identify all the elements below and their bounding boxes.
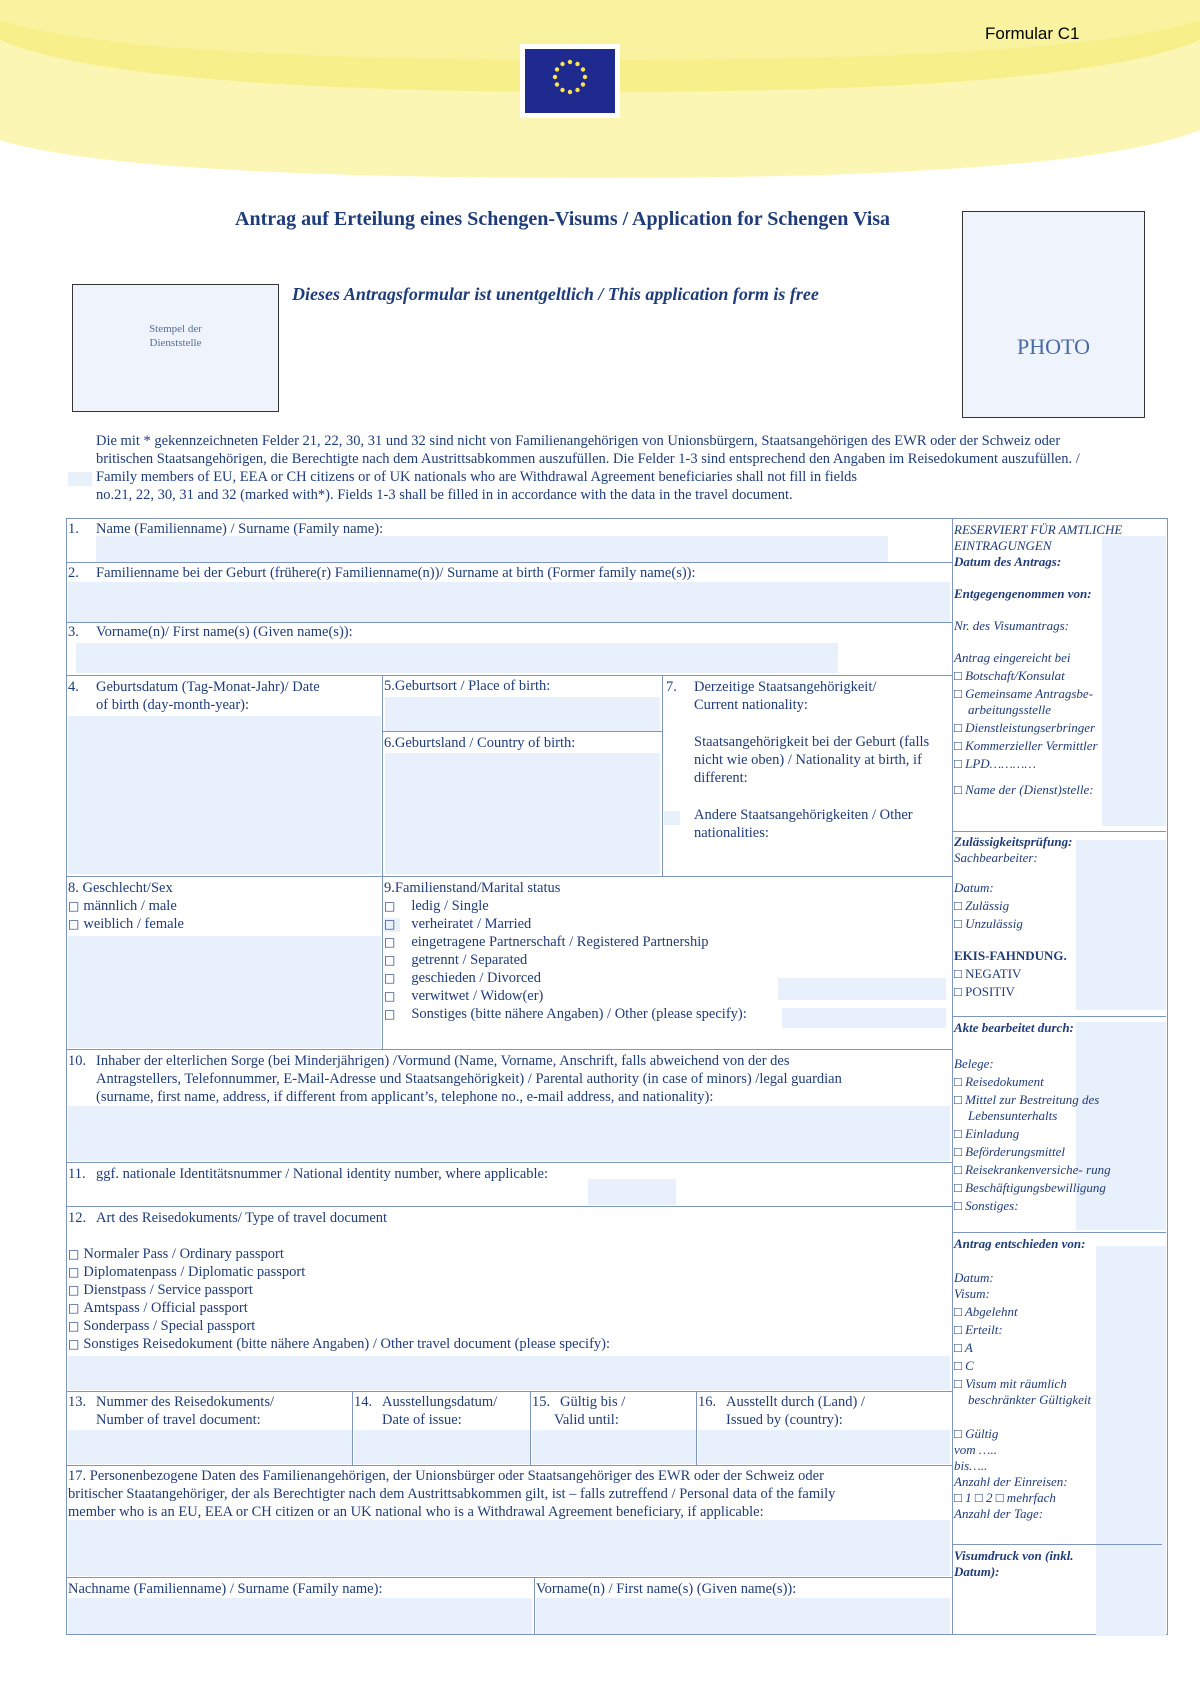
field-1-text: Name (Familienname) / Surname (Family name):	[96, 521, 384, 537]
field-17-firstname-label: Vorname(n) / First name(s) (Given name(s)):	[536, 1581, 797, 1597]
field-16-num: 16.	[698, 1394, 717, 1410]
marital-option-label: Sonstiges (bitte nähere Angaben) / Other (please specify):	[411, 1006, 747, 1022]
field-11-label	[68, 1165, 548, 1183]
field-3-text: Vorname(n)/ First name(s) (Given name(s)):	[96, 624, 353, 640]
sidebar-label: Anzahl der Tage:	[954, 1506, 1044, 1521]
form-id: Formular C1	[985, 24, 1080, 43]
field-13-l1: Nummer des Reisedokuments/	[96, 1394, 275, 1410]
sidebar-label: Zulässigkeitsprüfung:	[954, 834, 1073, 849]
field-11-num: 11.	[68, 1166, 86, 1182]
checkbox-icon: □	[68, 1337, 80, 1351]
rule-13-17	[66, 1465, 952, 1466]
sidebar-label: vom …..	[954, 1442, 997, 1457]
rule-8-10	[66, 1049, 952, 1050]
field-13-num: 13.	[68, 1394, 87, 1410]
field-9-other-input-1[interactable]	[778, 978, 946, 1000]
doc-option[interactable]	[68, 1245, 610, 1263]
sidebar-label: Datum:	[954, 1270, 994, 1285]
col-5-7	[662, 675, 663, 876]
sidebar-heading-1: RESERVIERT FÜR AMTLICHE	[954, 522, 1123, 537]
sex-option-female[interactable]	[68, 915, 184, 933]
field-17-l3: member who is an EU, EEA or CH citizen or an UK national who is a Withdrawal Agreement beneficiary, if applicable:	[68, 1504, 764, 1520]
field-10-l1: Inhaber der elterlichen Sorge (bei Minderjährigen) /Vormund (Name, Vorname, Anschrift, falls abweichend von der des	[96, 1053, 790, 1069]
sidebar-heading-2: EINTRAGUNGEN	[954, 538, 1052, 553]
field-14-l1: Ausstellungsdatum/	[382, 1394, 498, 1410]
field-17-firstname-input[interactable]	[536, 1598, 950, 1634]
doc-option[interactable]	[68, 1263, 610, 1281]
intro-text	[96, 432, 1196, 504]
field-7-l5: different:	[694, 770, 748, 786]
field-9-label	[384, 879, 747, 1023]
field-15-num: 15.	[532, 1394, 551, 1410]
field-9-other-input-2[interactable]	[782, 1008, 946, 1028]
field-3-input[interactable]	[76, 643, 838, 673]
sidebar-label: Sachbearbeiter:	[954, 850, 1038, 865]
field-12-text: Art des Reisedokuments/ Type of travel document	[96, 1210, 388, 1226]
sidebar-checkbox[interactable]: □ Kommerzieller Vermittler	[954, 738, 1098, 753]
field-5-label: 5.Geburtsort / Place of birth:	[384, 678, 551, 694]
page-subtitle: Dieses Antragsformular ist unentgeltlich / This application form is free	[292, 284, 819, 304]
doc-option-label: Diplomatenpass / Diplomatic passport	[83, 1264, 306, 1280]
marital-option[interactable]	[384, 897, 747, 915]
checkbox-icon: □	[384, 935, 396, 949]
sidebar-official-use	[954, 522, 1164, 798]
marital-option-label: ledig / Single	[411, 898, 489, 914]
checkbox-icon: □	[68, 899, 80, 913]
sidebar-checkbox[interactable]: □ Unzulässig	[954, 916, 1023, 931]
checkbox-icon: □	[384, 953, 396, 967]
sidebar-checkbox[interactable]: □ Sonstiges:	[954, 1198, 1019, 1213]
sex-option-male-label: männlich / male	[83, 898, 177, 914]
field-7-l6: Andere Staatsangehörigkeiten / Other	[694, 807, 913, 823]
sidebar-label: EKIS-FAHNDUNG.	[954, 948, 1067, 963]
sidebar-checkbox[interactable]: □ Reisedokument	[954, 1074, 1044, 1089]
sidebar-checkbox[interactable]: □ Visum mit räumlich	[954, 1376, 1067, 1391]
doc-option-label: Sonderpass / Special passport	[83, 1318, 256, 1334]
stamp-box	[72, 284, 279, 412]
sidebar-rule-1	[952, 831, 1166, 832]
field-10-l2: Antragstellers, Telefonnummer, E-Mail-Adresse und Staatsangehörigkeit) / Parental authority (in case of minors) /legal guardian	[96, 1071, 842, 1087]
sidebar-checkbox[interactable]: □ 1 □ 2 □ mehrfach	[954, 1490, 1056, 1505]
intro-line-3: Family members of EU, EEA or CH citizens or of UK nationals who are Withdrawal Agreement beneficiaries shall not fill in fields	[96, 469, 858, 485]
field-7-label	[666, 678, 950, 842]
doc-option[interactable]	[68, 1317, 610, 1335]
field-11-text: ggf. nationale Identitätsnummer / National identity number, where applicable:	[96, 1166, 548, 1182]
field-7-l7: nationalities:	[694, 825, 769, 841]
field-2-label	[68, 564, 696, 582]
field-2-input[interactable]	[68, 582, 950, 622]
sidebar-label: Datum):	[954, 1564, 1000, 1579]
field-16-l2: Issued by (country):	[726, 1412, 843, 1428]
field-13-l2: Number of travel document:	[96, 1412, 261, 1428]
field-4-num: 4.	[68, 679, 79, 695]
field-14-label	[354, 1393, 497, 1429]
sidebar-checkbox[interactable]: □ Mittel zur Bestreitung des	[954, 1092, 1100, 1107]
field-15-input[interactable]	[532, 1430, 696, 1464]
sidebar-label: Nr. des Visumantrags:	[954, 618, 1069, 633]
sidebar-checkbox[interactable]: □ Abgelehnt	[954, 1304, 1018, 1319]
checkbox-icon: □	[68, 1301, 80, 1315]
field-4-text-2: of birth (day-month-year):	[96, 697, 250, 713]
checkbox-icon: □	[384, 917, 396, 931]
col-14-15	[530, 1391, 531, 1465]
sidebar-checkbox[interactable]: □ Dienstleistungserbringer	[954, 720, 1096, 735]
photo-box[interactable]	[962, 211, 1145, 418]
field-10-input[interactable]	[68, 1106, 950, 1161]
sidebar-label: Akte bearbeitet durch:	[954, 1020, 1074, 1035]
marital-option[interactable]	[384, 987, 747, 1005]
checkbox-icon: □	[68, 1247, 80, 1261]
sidebar-divider	[952, 518, 953, 1635]
sidebar-checkbox[interactable]: □ Gültig	[954, 1426, 999, 1441]
sidebar-visa-print	[954, 1548, 1164, 1580]
checkbox-icon: □	[68, 1265, 80, 1279]
field-10-num: 10.	[68, 1053, 87, 1069]
sidebar-label: Datum:	[954, 880, 994, 895]
sidebar-label: bis…..	[954, 1458, 988, 1473]
sex-option-female-label: weiblich / female	[83, 916, 184, 932]
field-13-label	[68, 1393, 274, 1429]
sidebar-checkbox[interactable]: □ Gemeinsame Antragsbe-	[954, 686, 1094, 701]
rule-17-sub	[66, 1577, 952, 1578]
field-16-l1: Ausstellt durch (Land) /	[726, 1394, 865, 1410]
sidebar-label: Anzahl der Einreisen:	[954, 1474, 1068, 1489]
col-13-14	[352, 1391, 353, 1465]
field-17-surname-label: Nachname (Familienname) / Surname (Family name):	[68, 1581, 383, 1597]
marital-option[interactable]	[384, 969, 747, 987]
field-3-num: 3.	[68, 624, 79, 640]
field-6-input[interactable]	[385, 753, 660, 874]
sidebar-checkbox[interactable]: □ Name der (Dienst)stelle:	[954, 782, 1094, 797]
eu-flag	[520, 44, 620, 118]
rule-11-12	[66, 1206, 952, 1207]
intro-line-1: Die mit * gekennzeichneten Felder 21, 22, 30, 31 und 32 sind nicht von Familienangehörigen von Unionsbürgern, Staatsangehörigen des EWR oder der Schweiz oder	[96, 433, 1061, 449]
sidebar-rule-2	[952, 1016, 1166, 1017]
field-12-num: 12.	[68, 1210, 87, 1226]
sidebar-label: Datum des Antrags:	[954, 554, 1062, 569]
sidebar-checkbox[interactable]: □ Beförderungsmittel	[954, 1144, 1065, 1159]
doc-option-label: Amtspass / Official passport	[83, 1300, 248, 1316]
field-14-l2: Date of issue:	[382, 1412, 462, 1428]
doc-option[interactable]	[68, 1281, 610, 1299]
doc-option-label: Sonstiges Reisedokument (bitte nähere Angaben) / Other travel document (please specify):	[83, 1336, 611, 1352]
field-15-l1: Gültig bis /	[560, 1394, 626, 1410]
field-7-l1: Derzeitige Staatsangehörigkeit/	[694, 679, 877, 695]
field-6-label: 6.Geburtsland / Country of birth:	[384, 735, 576, 751]
rule-5-6	[382, 731, 662, 732]
field-15-label	[532, 1393, 625, 1429]
field-1-label	[68, 520, 383, 538]
field-17-l1: 17. Personenbezogene Daten des Familienangehörigen, der Unionsbürger oder Staatsangehöriger des EWR oder der Schweiz oder	[68, 1468, 824, 1484]
field-4-text-1: Geburtsdatum (Tag-Monat-Jahr)/ Date	[96, 679, 320, 695]
marital-option-label: eingetragene Partnerschaft / Registered Partnership	[411, 934, 709, 950]
field-2-num: 2.	[68, 565, 79, 581]
sidebar-checkbox[interactable]: □ Einladung	[954, 1126, 1020, 1141]
sidebar-checkbox[interactable]: □ NEGATIV	[954, 966, 1022, 981]
checkbox-icon: □	[384, 899, 396, 913]
sidebar-label: Belege:	[954, 1056, 994, 1071]
marital-option[interactable]	[384, 933, 747, 951]
eu-flag-icon	[520, 44, 620, 118]
sidebar-checkbox[interactable]: □ Reisekrankenversiche- rung	[954, 1162, 1111, 1177]
photo-label: PHOTO	[1017, 334, 1090, 359]
rule-4-8	[66, 876, 952, 877]
sidebar-checkbox[interactable]: □ C	[954, 1358, 974, 1373]
sidebar-checkbox[interactable]: □ LPD…………	[954, 756, 1036, 771]
marital-option[interactable]	[384, 951, 747, 969]
checkbox-icon: □	[384, 971, 396, 985]
marital-option-label: geschieden / Divorced	[411, 970, 541, 986]
stamp-label-2: Dienststelle	[149, 337, 202, 349]
doc-option-label: Dienstpass / Service passport	[83, 1282, 253, 1298]
col-15-16	[696, 1391, 697, 1465]
page-title: Antrag auf Erteilung eines Schengen-Visums / Application for Schengen Visa	[235, 208, 891, 230]
field-1-num: 1.	[68, 521, 79, 537]
rule-3-4	[66, 675, 952, 676]
intro-line-4: no.21, 22, 30, 31 and 32 (marked with*). Fields 1-3 shall be filled in in accordance with the data in the travel document.	[96, 487, 793, 503]
sidebar-label: Visumdruck von (inkl.	[954, 1548, 1074, 1563]
checkbox-icon: □	[384, 989, 396, 1003]
sidebar-decision	[954, 1236, 1164, 1522]
rule-10-11	[66, 1162, 952, 1163]
marital-option[interactable]	[384, 1005, 747, 1023]
field-17-l2: britischer Staatangehöriger, der als Berechtigter nach dem Austrittsabkommen gilt, ist – falls zutreffend / Personal data of the family	[68, 1486, 836, 1502]
sidebar-admissibility	[954, 834, 1164, 1000]
field-10-label	[68, 1052, 948, 1106]
field-8-text: 8. Geschlecht/Sex	[68, 880, 173, 896]
sex-option-male[interactable]	[68, 897, 184, 915]
sidebar-checkbox[interactable]: □ POSITIV	[954, 984, 1015, 999]
sidebar-checkbox[interactable]: □ Botschaft/Konsulat	[954, 668, 1065, 683]
sidebar-checkbox[interactable]: □ Zulässig	[954, 898, 1010, 913]
sidebar-label: beschränkter Gültigkeit	[968, 1392, 1092, 1407]
field-7-l3: Staatsangehörigkeit bei der Geburt (falls	[694, 734, 930, 750]
field-13-input[interactable]	[68, 1430, 352, 1464]
sidebar-label: Entgegengenommen von:	[954, 586, 1092, 601]
sidebar-checkbox[interactable]: □ Beschäftigungsbewilligung	[954, 1180, 1106, 1195]
field-11-input[interactable]	[588, 1179, 676, 1205]
doc-option[interactable]	[68, 1299, 610, 1317]
sidebar-label: Visum:	[954, 1286, 990, 1301]
rule-1-2	[66, 562, 952, 563]
sidebar-label: Lebensunterhalts	[968, 1108, 1058, 1123]
field-14-num: 14.	[354, 1394, 373, 1410]
field-2-text: Familienname bei der Geburt (frühere(r) Familienname(n))/ Surname at birth (Former family name(s)):	[96, 565, 696, 581]
sidebar-label: Antrag eingereicht bei	[954, 650, 1071, 665]
doc-option[interactable]	[68, 1335, 610, 1353]
field-3-label	[68, 623, 353, 641]
field-4-label	[68, 678, 380, 714]
field-14-input[interactable]	[354, 1430, 530, 1464]
checkbox-icon: □	[68, 1319, 80, 1333]
field-4-input[interactable]	[68, 716, 381, 874]
field-10-l3: (surname, first name, address, if different from applicant’s, telephone no., e-mail address, and nationality):	[96, 1089, 714, 1105]
field-17-label	[68, 1467, 948, 1521]
field-7-l2: Current nationality:	[694, 697, 808, 713]
field-16-input[interactable]	[698, 1430, 950, 1464]
sidebar-checkbox[interactable]: □ A	[954, 1340, 973, 1355]
sidebar-processing	[954, 1020, 1164, 1214]
field-1-input[interactable]	[96, 536, 888, 562]
checkbox-icon: □	[68, 1283, 80, 1297]
doc-option-label: Normaler Pass / Ordinary passport	[83, 1246, 284, 1262]
field-7-num: 7.	[666, 679, 677, 695]
checkbox-icon: □	[68, 917, 80, 931]
field-16-label	[698, 1393, 865, 1429]
field-5-input[interactable]	[385, 697, 660, 731]
stamp-label-1: Stempel der	[149, 323, 202, 335]
field-7-l4: nicht wie oben) / Nationality at birth, if	[694, 752, 922, 768]
field-17-input[interactable]	[68, 1520, 950, 1576]
field-8-label	[68, 879, 184, 933]
marital-option[interactable]	[384, 915, 747, 933]
field-12-label	[68, 1209, 610, 1353]
col-4-5	[382, 675, 383, 1049]
col-17-sub	[534, 1577, 535, 1635]
sidebar-label: arbeitungsstelle	[968, 702, 1052, 717]
sidebar-checkbox[interactable]: □ Erteilt:	[954, 1322, 1003, 1337]
intro-marker	[68, 472, 92, 486]
marital-option-label: getrennt / Separated	[411, 952, 528, 968]
field-12-other-input[interactable]	[68, 1356, 950, 1390]
sidebar-rule-3	[952, 1232, 1166, 1233]
sidebar-label: Antrag entschieden von:	[954, 1236, 1086, 1251]
checkbox-icon: □	[384, 1007, 396, 1021]
rule-12-13	[66, 1391, 952, 1392]
intro-line-2: britischen Staatsangehörigen, die Berechtigte nach dem Austrittsabkommen auszufüllen. Die Felder 1-3 sind entsprechend den Angaben im Reisedokument auszufüllen. /	[96, 451, 1080, 467]
field-8-input[interactable]	[68, 936, 381, 1048]
field-15-l2: Valid until:	[554, 1412, 619, 1428]
field-17-surname-input[interactable]	[68, 1598, 532, 1634]
field-9-text: 9.Familienstand/Marital status	[384, 880, 561, 896]
marital-option-label: verheiratet / Married	[411, 916, 532, 932]
sidebar-rule-4	[952, 1544, 1162, 1545]
marital-option-label: verwitwet / Widow(er)	[411, 988, 544, 1004]
